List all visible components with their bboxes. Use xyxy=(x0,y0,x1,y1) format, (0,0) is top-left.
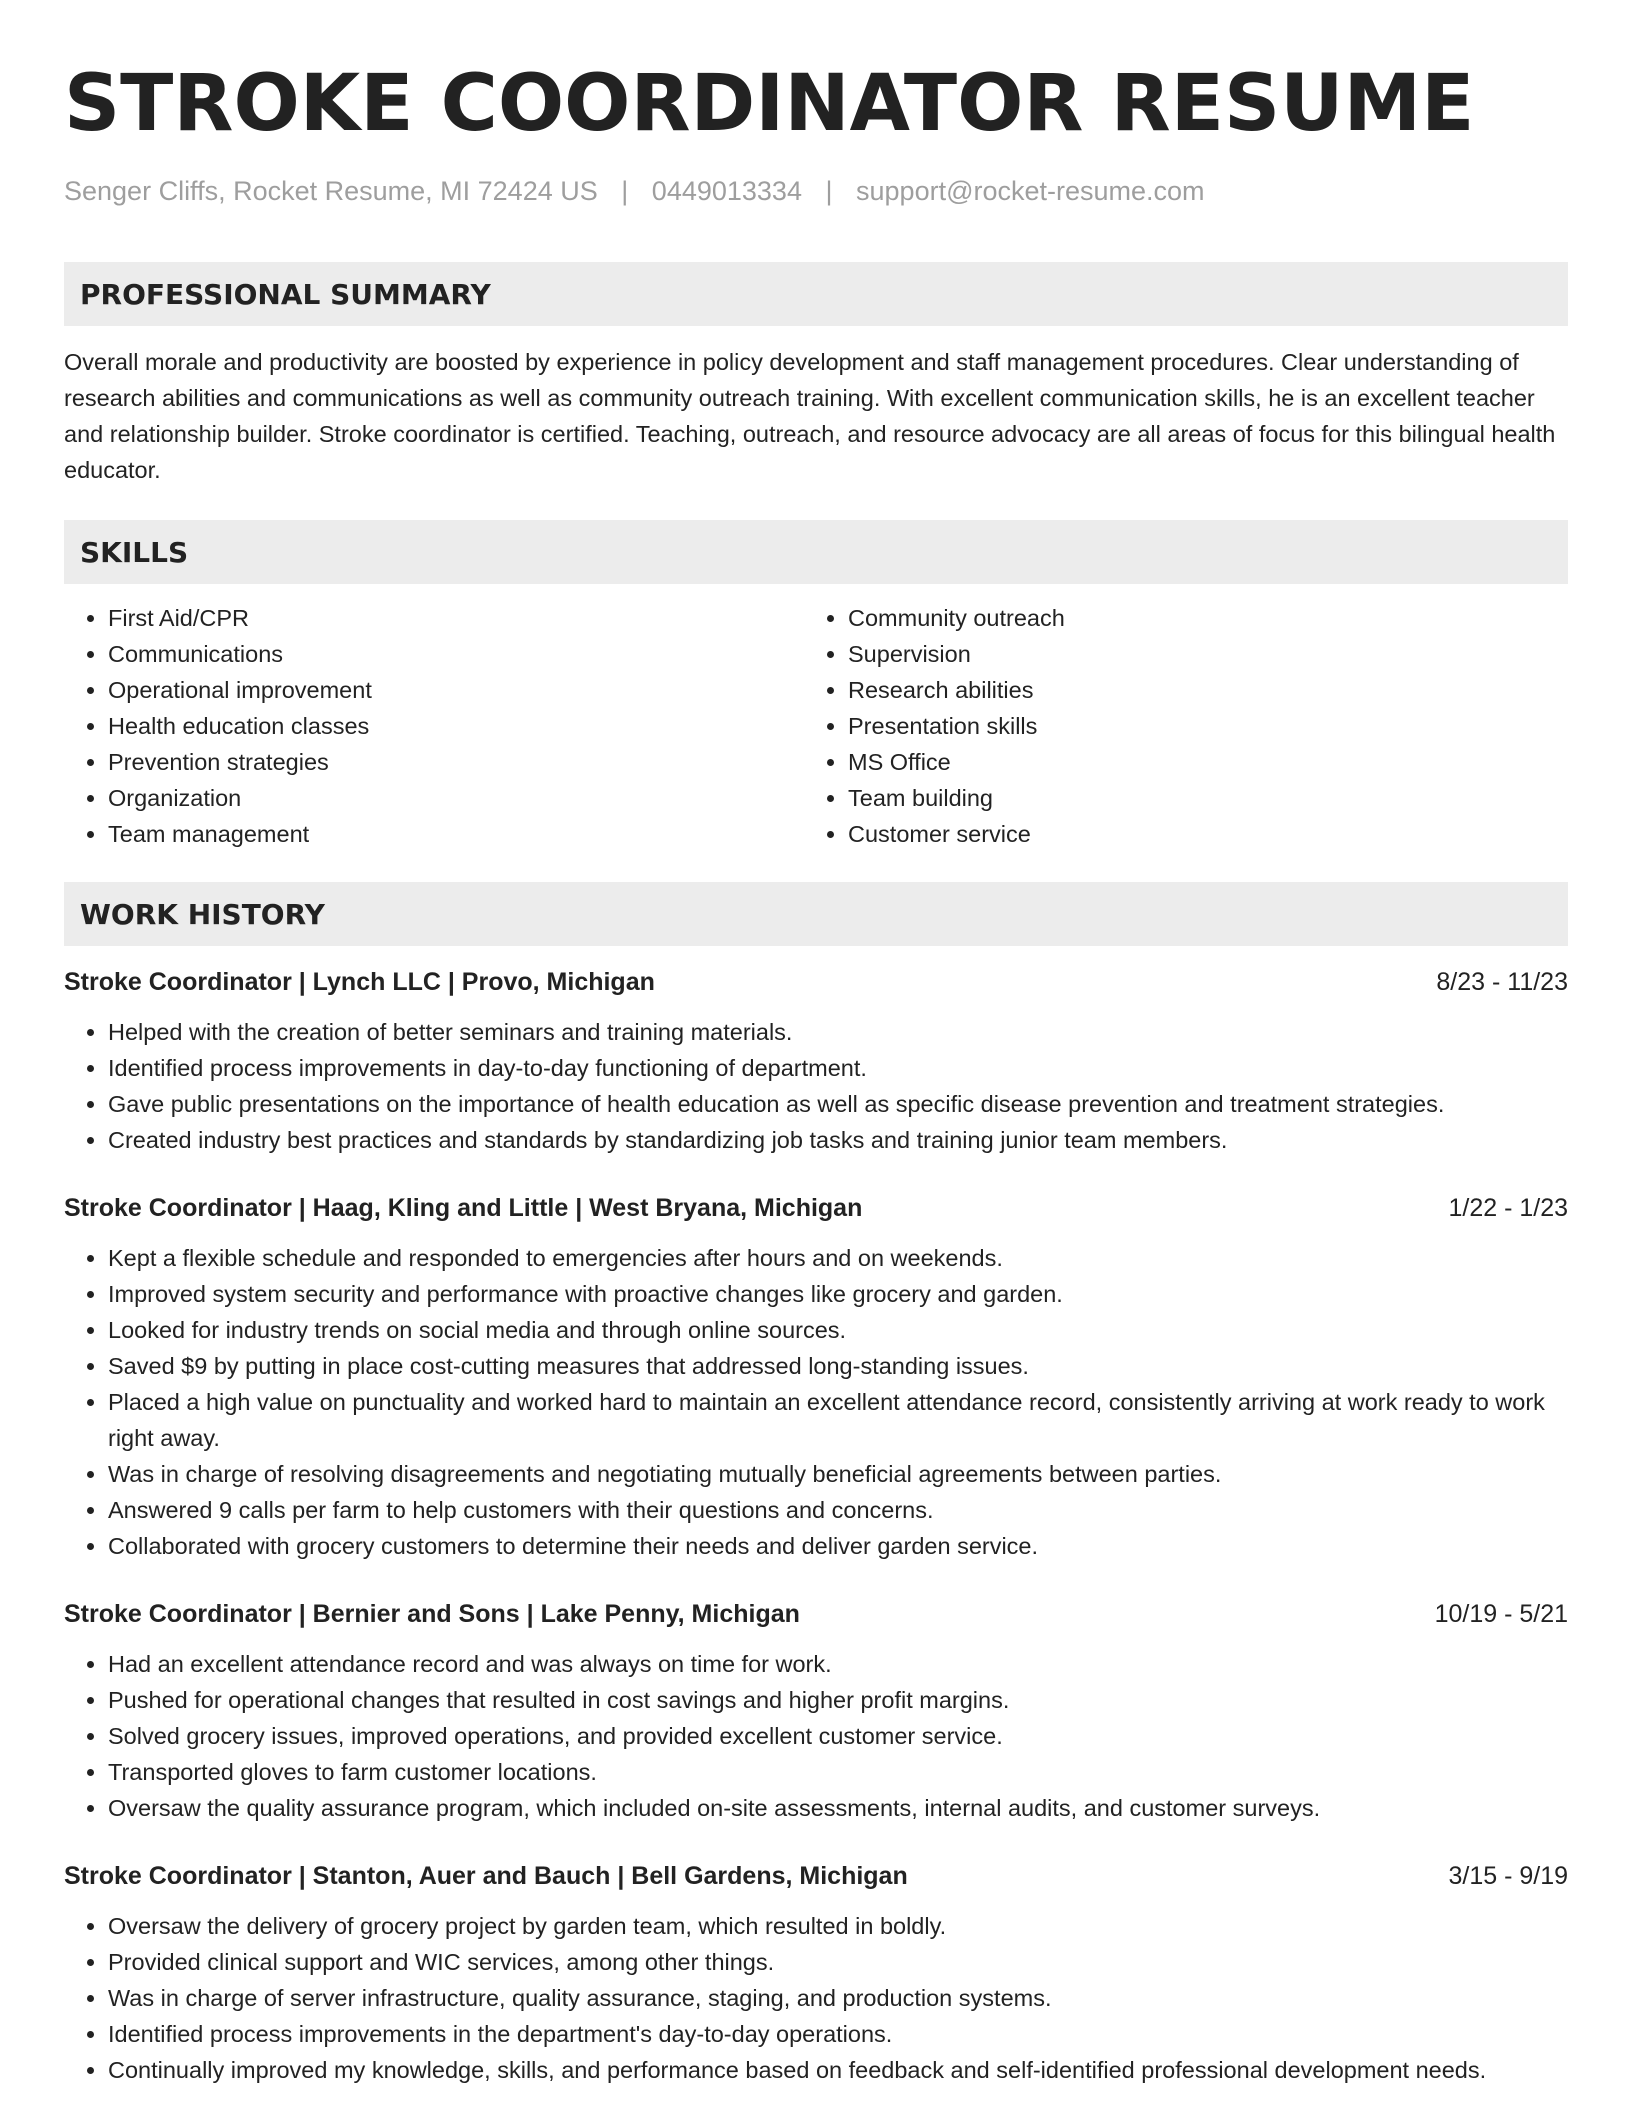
skill-item: • Organization xyxy=(108,780,804,816)
section-title: SKILLS xyxy=(80,535,189,569)
skills-list xyxy=(64,600,1568,852)
job-bullet: • Oversaw the delivery of grocery project by garden team, which resulted in boldly. xyxy=(108,1908,1568,1944)
job-bullets xyxy=(64,1908,1568,2088)
job-bullet: • Transported gloves to farm customer locations. xyxy=(108,1754,1568,1790)
job-header xyxy=(64,964,1568,1000)
job-entry xyxy=(64,964,1568,1158)
job-bullet: • Was in charge of server infrastructure, quality assurance, staging, and production systems. xyxy=(108,1980,1568,2016)
job-bullet: • Saved $9 by putting in place cost-cutting measures that addressed long-standing issues. xyxy=(108,1348,1568,1384)
job-bullet: • Improved system security and performance with proactive changes like grocery and garden. xyxy=(108,1276,1568,1312)
job-bullet: • Had an excellent attendance record and was always on time for work. xyxy=(108,1646,1568,1682)
job-title: Stroke Coordinator | Stanton, Auer and Bauch | Bell Gardens, Michigan xyxy=(64,1862,908,1890)
section-header-work-history xyxy=(64,882,1568,946)
skill-item: • Research abilities xyxy=(848,672,1544,708)
job-dates: 3/15 - 9/19 xyxy=(1448,1862,1568,1890)
job-header xyxy=(64,1596,1568,1632)
resume-title: STROKE COORDINATOR RESUME xyxy=(64,59,1475,149)
skill-item: • Team management xyxy=(108,816,804,852)
job-bullet: • Oversaw the quality assurance program, which included on-site assessments, internal audits, and customer surveys. xyxy=(108,1790,1568,1826)
job-dates: 10/19 - 5/21 xyxy=(1434,1600,1568,1628)
job-bullet: • Identified process improvements in day-to-day functioning of department. xyxy=(108,1050,1568,1086)
job-header xyxy=(64,1858,1568,1894)
job-bullet: • Answered 9 calls per farm to help customers with their questions and concerns. xyxy=(108,1492,1568,1528)
job-bullet: • Created industry best practices and standards by standardizing job tasks and training junior team members. xyxy=(108,1122,1568,1158)
job-header xyxy=(64,1190,1568,1226)
skill-item: • Community outreach xyxy=(848,600,1544,636)
job-title: Stroke Coordinator | Haag, Kling and Little | West Bryana, Michigan xyxy=(64,1194,863,1222)
job-title: Stroke Coordinator | Lynch LLC | Provo, Michigan xyxy=(64,968,655,996)
contact-email: support@rocket-resume.com xyxy=(856,176,1205,206)
skill-item: • Communications xyxy=(108,636,804,672)
job-bullet: • Helped with the creation of better seminars and training materials. xyxy=(108,1014,1568,1050)
job-bullet: • Collaborated with grocery customers to determine their needs and deliver garden service. xyxy=(108,1528,1568,1564)
contact-line xyxy=(64,174,1568,208)
job-title: Stroke Coordinator | Bernier and Sons | Lake Penny, Michigan xyxy=(64,1600,800,1628)
skill-item: • Health education classes xyxy=(108,708,804,744)
job-bullet: • Kept a flexible schedule and responded to emergencies after hours and on weekends. xyxy=(108,1240,1568,1276)
job-bullets xyxy=(64,1646,1568,1826)
skill-item: • Customer service xyxy=(848,816,1544,852)
section-header-skills xyxy=(64,520,1568,584)
skills-column-left xyxy=(64,600,804,852)
section-header-summary xyxy=(64,262,1568,326)
job-bullets xyxy=(64,1240,1568,1564)
contact-separator: | xyxy=(621,176,629,206)
job-entry xyxy=(64,1596,1568,1826)
skill-item: • MS Office xyxy=(848,744,1544,780)
skill-item: • Presentation skills xyxy=(848,708,1544,744)
summary-text: Overall morale and productivity are boosted by experience in policy development and staff management procedures. Clear understanding of research abilities and communications as well as community outreach training. With excellent communication skills, he is an excellent teacher and relationship builder. Stroke coordinator is certified. Teaching, outreach, and resource advocacy are all areas of focus for this bilingual health educator. xyxy=(64,349,1556,483)
skill-item: • Prevention strategies xyxy=(108,744,804,780)
job-bullet: • Looked for industry trends on social media and through online sources. xyxy=(108,1312,1568,1348)
job-bullet: • Gave public presentations on the importance of health education as well as specific disease prevention and treatment strategies. xyxy=(108,1086,1568,1122)
section-title: PROFESSIONAL SUMMARY xyxy=(80,277,491,311)
job-entry xyxy=(64,1858,1568,2088)
job-bullet: • Continually improved my knowledge, skills, and performance based on feedback and self-identified professional development needs. xyxy=(108,2052,1568,2088)
contact-phone: 0449013334 xyxy=(651,176,802,206)
job-dates: 1/22 - 1/23 xyxy=(1448,1194,1568,1222)
job-dates: 8/23 - 11/23 xyxy=(1436,968,1568,996)
job-bullet: • Pushed for operational changes that resulted in cost savings and higher profit margins. xyxy=(108,1682,1568,1718)
skill-item: • Team building xyxy=(848,780,1544,816)
job-bullet: • Solved grocery issues, improved operations, and provided excellent customer service. xyxy=(108,1718,1568,1754)
skill-item: • Supervision xyxy=(848,636,1544,672)
skill-item: • First Aid/CPR xyxy=(108,600,804,636)
skill-item: • Operational improvement xyxy=(108,672,804,708)
job-bullet: • Provided clinical support and WIC services, among other things. xyxy=(108,1944,1568,1980)
job-bullet: • Placed a high value on punctuality and worked hard to maintain an excellent attendance record, consistently arriving at work ready to work right away. xyxy=(108,1384,1568,1456)
job-bullet: • Was in charge of resolving disagreements and negotiating mutually beneficial agreements between parties. xyxy=(108,1456,1568,1492)
section-title: WORK HISTORY xyxy=(80,897,325,931)
contact-separator: | xyxy=(825,176,833,206)
skills-column-right xyxy=(804,600,1544,852)
job-bullets xyxy=(64,1014,1568,1158)
job-entry xyxy=(64,1190,1568,1564)
contact-address: Senger Cliffs, Rocket Resume, MI 72424 US xyxy=(64,176,598,206)
job-bullet: • Identified process improvements in the department's day-to-day operations. xyxy=(108,2016,1568,2052)
